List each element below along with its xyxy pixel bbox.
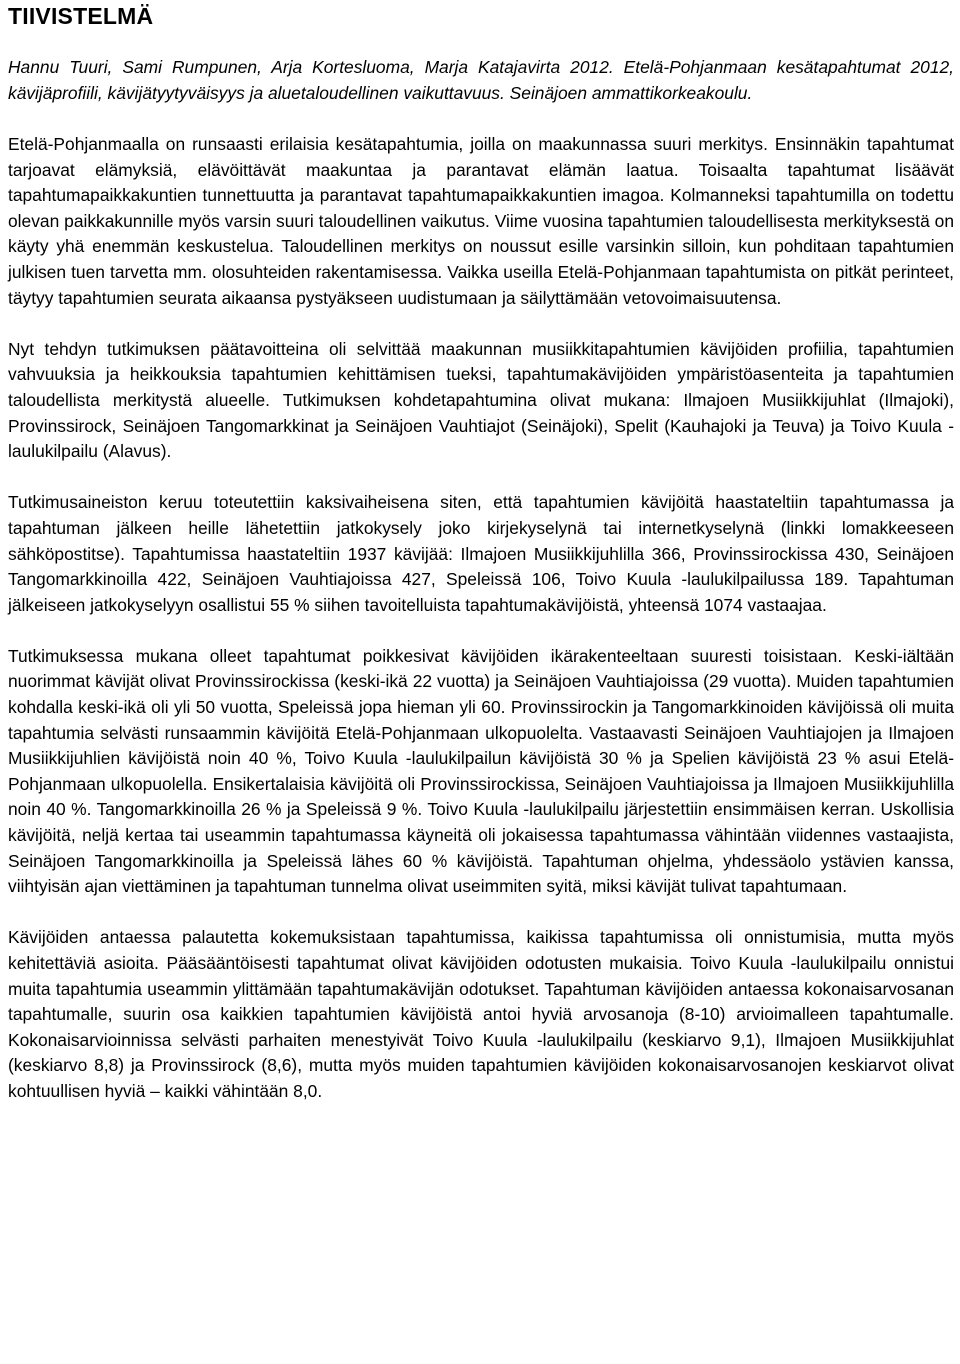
paragraph-1: Etelä-Pohjanmaalla on runsaasti erilaisia kesätapahtumia, joilla on maakunnassa suuri merkitys. Ensinnäkin tapahtumat tarjoavat elämyksiä, elävöittävät maakuntaa ja parantavat elämän laatua. Toisaalta tapahtumat lisäävät tapahtumapaikkakuntien tunnettuutta ja parantavat tapahtumapaikkakuntien imagoa. Kolmanneksi tapahtumilla on todettu olevan paikkakunnille myös varsin suuri taloudellinen vaikutus. Viime vuosina tapahtumien taloudellisesta merkityksestä on käyty yhä enemmän keskustelua. Taloudellinen merkitys on noussut esille varsinkin silloin, kun pohditaan tapahtumien julkisen tuen tarvetta mm. olosuhteiden rakentamisessa. Vaikka useilla Etelä-Pohjanmaan tapahtumista on pitkät perinteet, täytyy tapahtumien seurata aikaansa pystyäkseen uudistumaan ja säilyttämään vetovoimaisuutensa. — [8, 134, 954, 308]
paragraph-2: Nyt tehdyn tutkimuksen päätavoitteina oli selvittää maakunnan musiikkitapahtumien kävijöiden profiilia, tapahtumien vahvuuksia ja heikkouksia tapahtumien kehittämisen tueksi, tapahtumakävijöiden ympäristöasenteita ja tapahtumien taloudellista merkitystä alueelle. Tutkimuksen kohdetapahtumina olivat mukana: Ilmajoen Musiikkijuhlat (Ilmajoki), Provinssirock, Seinäjoen Tangomarkkinat ja Seinäjoen Vauhtiajot (Seinäjoki), Spelit (Kauhajoki ja Teuva) ja Toivo Kuula - laulukilpailu (Alavus). — [8, 338, 954, 462]
paragraph-4: Tutkimuksessa mukana olleet tapahtumat poikkesivat kävijöiden ikärakenteeltaan suuresti toisistaan. Keski-iältään nuorimmat kävijät olivat Provinssirockissa (keski-ikä 22 vuotta) ja Seinäjoen Vauhtiajoissa (29 vuotta). Muiden tapahtumien kohdalla keski-ikä oli yli 50 vuotta, Speleissä jopa hieman yli 60. Provinssirockin ja Tangomarkkinoiden kävijöissä oli muita tapahtumia selvästi runsaammin kävijöitä Etelä-Pohjanmaan ulkopuolelta. Vastaavasti Seinäjoen Vauhtiajojen ja Ilmajoen Musiikkijuhlien kävijöistä noin 40 %, Toivo Kuula -laulukilpailun kävijöistä 30 % ja Spelien kävijöistä 23 % asui Etelä-Pohjanmaan ulkopuolella. Ensikertalaisia kävijöitä oli Provinssirockissa, Seinäjoen Vauhtiajoissa ja Ilmajoen Musiikkijuhlilla noin 40 %. Tangomarkkinoilla 26 % ja Speleissä 9 %. Toivo Kuula -laulukilpailu järjestettiin ensimmäisen kerran. Uskollisia kävijöitä, neljä kertaa tai useammin tapahtumassa käyneitä oli jokaisessa tapahtumassa vähintään viidennes vastaajista, Seinäjoen Tangomarkkinoilla ja Speleissä lähes 60 % kävijöistä. Tapahtuman ohjelma, yhdessäolo ystävien kanssa, viihtyisän ajan viettäminen ja tapahtuman tunnelma olivat useimmiten syitä, miksi kävijät tulivat tapahtumaan. — [8, 645, 954, 897]
paragraph-spacer — [8, 106, 954, 132]
abstract-heading: TIIVISTELMÄ — [8, 3, 154, 29]
paragraph-spacer — [8, 900, 954, 926]
paragraph-spacer — [8, 465, 954, 491]
paragraph-5: Kävijöiden antaessa palautetta kokemuksistaan tapahtumissa, kaikissa tapahtumissa oli onnistumisia, mutta myös kehitettäviä asioita. Pääsääntöisesti tapahtumat olivat kävijöiden odotusten mukaisia. Toivo Kuula -laulukilpailu onnistui muita tapahtumia useammin ylittämään tapahtumakävijän odotukset. Tapahtuman kävijöiden antaessa kokonaisarvosanan tapahtumalle, suurin osa kaikkien tapahtumien kävijöistä antoi hyviä arvosanoja (8-10) arvioimalleen tapahtumalle. Kokonaisarvioinnissa selvästi parhaiten menestyivät Toivo Kuula -laulukilpailu (keskiarvo 9,1), Ilmajoen Musiikkijuhlat (keskiarvo 8,8) ja Provinssirock (8,6), mutta myös muiden tapahtumien kävijöiden kokonaisarvosanojen keskiarvot olivat kohtuullisen hyviä – kaikki vähintään 8,0. — [8, 927, 954, 1101]
paragraph-spacer — [8, 311, 954, 337]
paragraph-spacer — [8, 618, 954, 644]
citation-text: Hannu Tuuri, Sami Rumpunen, Arja Kortesluoma, Marja Katajavirta 2012. Etelä-Pohjanmaan kesätapahtumat 2012, kävijäprofiili, kävijätyytyväisyys ja aluetaloudellinen vaikuttavuus. Seinäjoen ammattikorkeakoulu. — [8, 57, 954, 103]
paragraph-3: Tutkimusaineiston keruu toteutettiin kaksivaiheisena siten, että tapahtumien kävijöitä haastateltiin tapahtumassa ja tapahtuman jälkeen heille lähetettiin jatkokysely joko kirjekyselynä tai internetkyselynä (linkki lomakkeeseen sähköpostitse). Tapahtumissa haastateltiin 1937 kävijää: Ilmajoen Musiikkijuhlilla 366, Provinssirockissa 430, Seinäjoen Tangomarkkinoilla 422, Seinäjoen Vauhtiajoissa 427, Speleissä 106, Toivo Kuula -laulukilpailussa 189. Tapahtuman jälkeiseen jatkokyselyyn osallistui 55 % siihen tavoitelluista tapahtumakävijöistä, yhteensä 1074 vastaajaa. — [8, 492, 954, 615]
